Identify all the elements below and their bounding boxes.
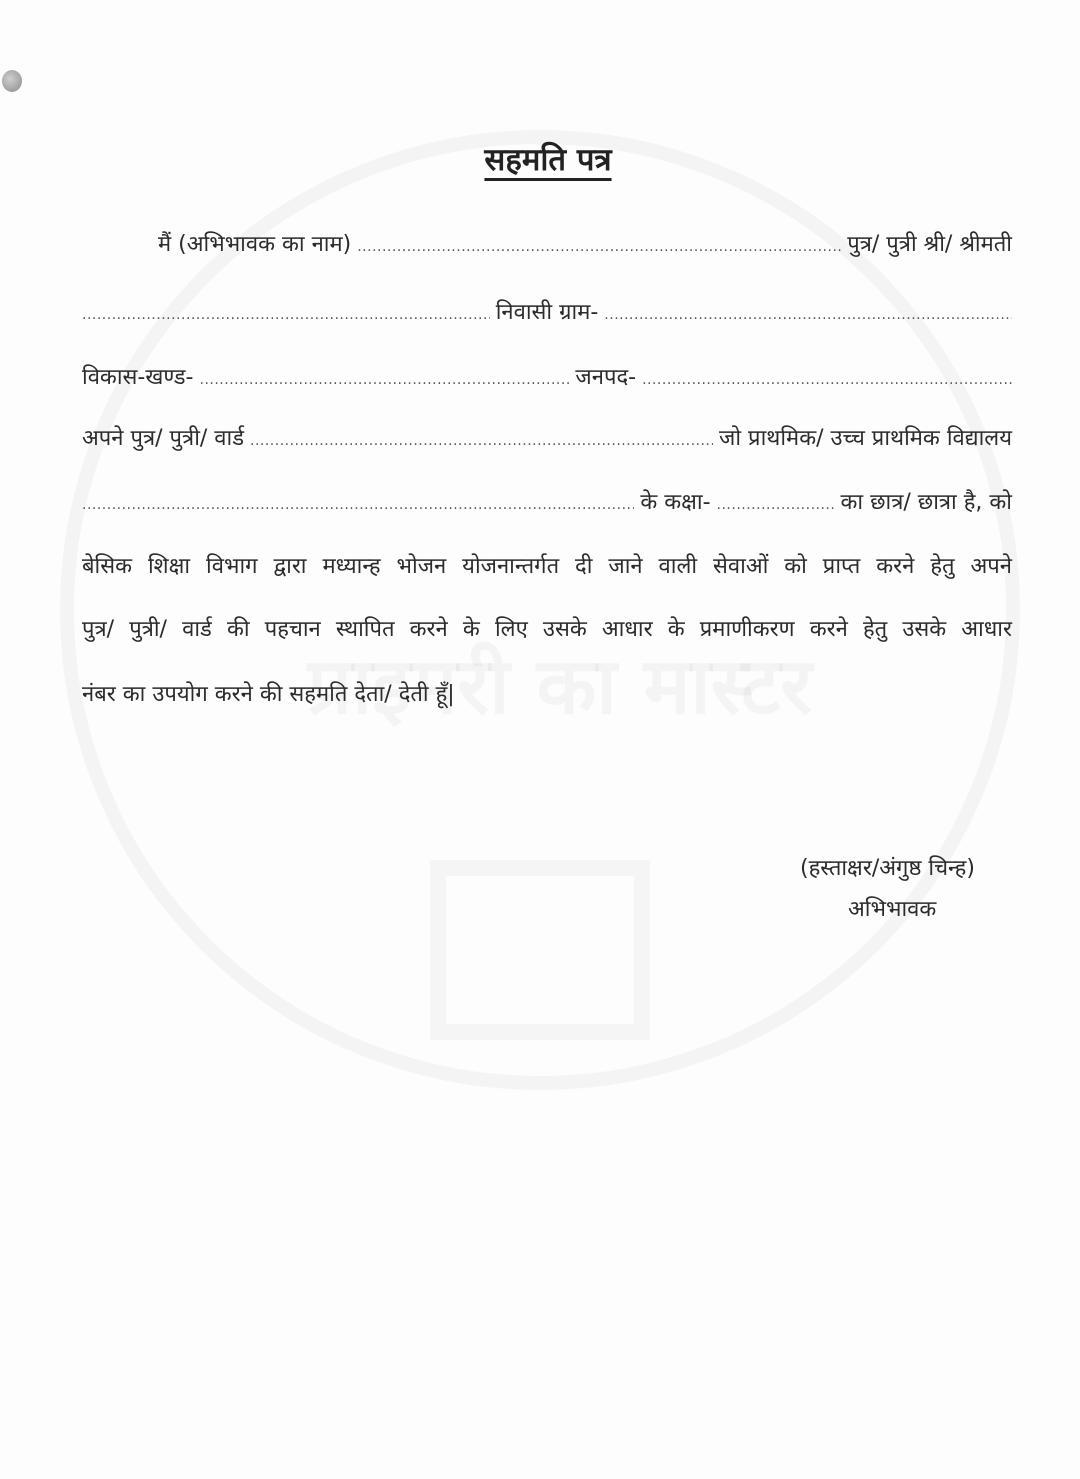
form-line-class [82,486,1012,516]
punch-hole-mark [2,70,22,92]
form-line-ward [82,422,1012,452]
school-label: जो प्राथमिक/ उच्च प्राथमिक विद्यालय [719,426,1012,451]
consent-paragraph-line-1: बेसिक शिक्षा विभाग द्वारा मध्यान्ह भोजन योजनान्तर्गत दी जाने वाली सेवाओं को प्राप्त करने हेतु अपने [82,554,1012,579]
ward-label: अपने पुत्र/ पुत्री/ वार्ड [82,426,244,451]
village-label: निवासी ग्राम- [495,300,599,325]
parent-name-blank [82,307,490,323]
class-label: के कक्षा- [640,490,711,515]
form-line-village [82,296,1012,326]
block-blank [200,372,570,388]
relation-label: पुत्र/ पुत्री श्री/ श्रीमती [847,232,1012,257]
school-name-blank [82,497,634,513]
page-title: सहमति पत्र [484,142,612,178]
signature-label: (हस्ताक्षर/अंगुष्ठ चिन्ह) [800,856,975,881]
form-line-guardian-name [82,228,1012,258]
student-label: का छात्र/ छात्रा है, को [840,490,1012,515]
village-blank [604,307,1012,323]
ward-name-blank [250,433,713,449]
district-blank [642,372,1012,388]
guardian-name-label: मैं (अभिभावक का नाम) [158,232,352,257]
watermark-logo [430,860,650,1040]
district-label: जनपद- [575,365,637,390]
block-label: विकास-खण्ड- [82,365,194,390]
guardian-label: अभिभावक [848,897,937,922]
guardian-name-blank [357,239,841,255]
consent-paragraph-line-3: नंबर का उपयोग करने की सहमति देता/ देती हूँ| [82,682,455,707]
form-line-block-district [82,361,1012,391]
class-blank [717,497,835,513]
consent-paragraph-line-2: पुत्र/ पुत्री/ वार्ड की पहचान स्थापित करने के लिए उसके आधार के प्रमाणीकरण करने हेतु उसके आधार [82,617,1012,642]
